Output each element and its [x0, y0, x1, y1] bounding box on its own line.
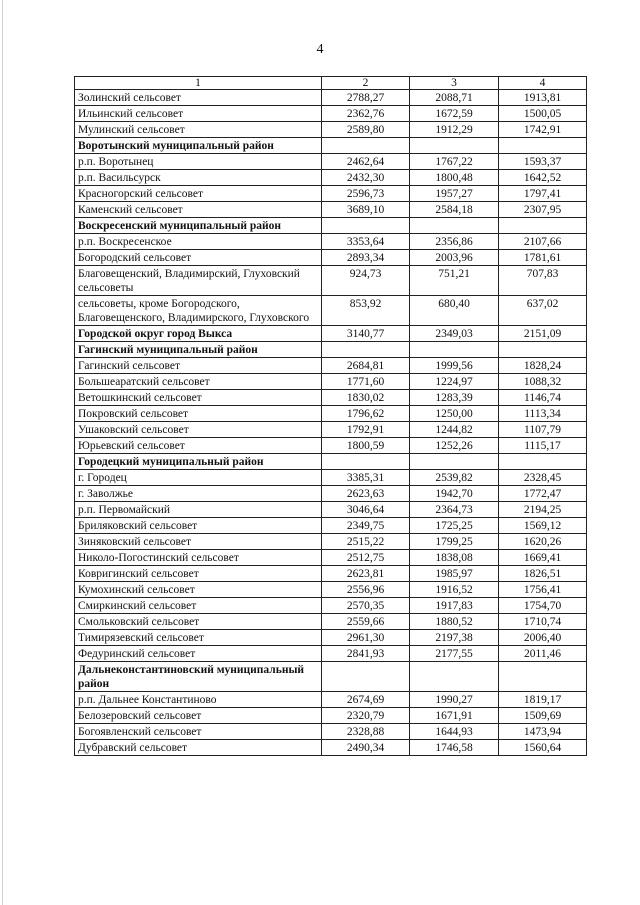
row-value-col2: 2349,75	[322, 518, 410, 534]
row-value-col4: 1826,51	[499, 566, 587, 582]
row-value-col4	[499, 662, 587, 692]
column-header-1: 1	[75, 77, 322, 90]
row-value-col4: 1819,17	[499, 692, 587, 708]
row-value-col2: 1771,60	[322, 374, 410, 390]
row-name-cell: г. Городец	[75, 470, 322, 486]
section-row	[75, 138, 587, 154]
row-value-col2	[322, 662, 410, 692]
row-name-cell: Городецкий муниципальный район	[75, 454, 322, 470]
row-value-col3: 2088,71	[410, 90, 499, 106]
row-value-col3: 1916,52	[410, 582, 499, 598]
row-name-cell: Золинский сельсовет	[75, 90, 322, 106]
row-value-col4: 1500,05	[499, 106, 587, 122]
row-value-col3: 1224,97	[410, 374, 499, 390]
row-value-col4: 1620,26	[499, 534, 587, 550]
row-value-col2: 2961,30	[322, 630, 410, 646]
row-value-col3: 1644,93	[410, 724, 499, 740]
row-value-col4: 1113,34	[499, 406, 587, 422]
row-value-col4: 1742,91	[499, 122, 587, 138]
row-value-col3: 680,40	[410, 296, 499, 326]
table-row	[75, 186, 587, 202]
row-value-col4: 1797,41	[499, 186, 587, 202]
row-value-col4: 1115,17	[499, 438, 587, 454]
row-name-cell: Кумохинский сельсовет	[75, 582, 322, 598]
table-row	[75, 692, 587, 708]
column-header-4: 4	[499, 77, 587, 90]
row-value-col2: 2674,69	[322, 692, 410, 708]
row-value-col3: 1912,29	[410, 122, 499, 138]
scan-edge-line	[2, 0, 3, 905]
table-row	[75, 534, 587, 550]
table-row	[75, 296, 587, 326]
column-header-2: 2	[322, 77, 410, 90]
row-value-col3: 2003,96	[410, 250, 499, 266]
row-name-cell: Федуринский сельсовет	[75, 646, 322, 662]
row-name-cell: р.п. Первомайский	[75, 502, 322, 518]
row-value-col3	[410, 454, 499, 470]
row-value-col2: 2684,81	[322, 358, 410, 374]
table-row	[75, 614, 587, 630]
row-value-col4: 1756,41	[499, 582, 587, 598]
table-row	[75, 358, 587, 374]
row-value-col4: 2328,45	[499, 470, 587, 486]
table-row	[75, 266, 587, 296]
row-name-cell: Смиркинский сельсовет	[75, 598, 322, 614]
row-name-cell: Зиняковский сельсовет	[75, 534, 322, 550]
row-value-col3: 1252,26	[410, 438, 499, 454]
row-value-col3: 1990,27	[410, 692, 499, 708]
row-name-cell: Покровский сельсовет	[75, 406, 322, 422]
table-row	[75, 470, 587, 486]
row-name-cell: Бриляковский сельсовет	[75, 518, 322, 534]
row-name-cell: сельсоветы, кроме Богородского, Благовещенского, Владимирского, Глуховского	[75, 296, 322, 326]
row-value-col2: 1792,91	[322, 422, 410, 438]
row-value-col2: 2841,93	[322, 646, 410, 662]
row-name-cell: Каменский сельсовет	[75, 202, 322, 218]
row-value-col2: 924,73	[322, 266, 410, 296]
row-name-cell: Воротынский муниципальный район	[75, 138, 322, 154]
row-value-col4: 1146,74	[499, 390, 587, 406]
row-value-col4	[499, 454, 587, 470]
row-value-col4: 1088,32	[499, 374, 587, 390]
table-header-row	[75, 77, 587, 90]
row-name-cell: Тимирязевский сельсовет	[75, 630, 322, 646]
row-value-col2: 2596,73	[322, 186, 410, 202]
column-header-3: 3	[410, 77, 499, 90]
row-value-col2	[322, 218, 410, 234]
row-value-col3: 1283,39	[410, 390, 499, 406]
row-name-cell: Белозеровский сельсовет	[75, 708, 322, 724]
row-value-col4: 1593,37	[499, 154, 587, 170]
row-value-col2: 3353,64	[322, 234, 410, 250]
row-value-col2: 853,92	[322, 296, 410, 326]
row-value-col4: 1913,81	[499, 90, 587, 106]
row-value-col3: 1800,48	[410, 170, 499, 186]
row-value-col4: 1669,41	[499, 550, 587, 566]
row-value-col2: 1796,62	[322, 406, 410, 422]
row-value-col3: 1880,52	[410, 614, 499, 630]
row-value-col4: 2307,95	[499, 202, 587, 218]
row-value-col2: 2362,76	[322, 106, 410, 122]
table-row	[75, 422, 587, 438]
table-row	[75, 390, 587, 406]
table-row	[75, 90, 587, 106]
row-value-col3: 2364,73	[410, 502, 499, 518]
row-name-cell: Юрьевский сельсовет	[75, 438, 322, 454]
row-value-col3	[410, 342, 499, 358]
table-row	[75, 374, 587, 390]
table-row	[75, 724, 587, 740]
tariff-table	[74, 76, 587, 756]
row-value-col2: 1830,02	[322, 390, 410, 406]
row-name-cell: Богоявленский сельсовет	[75, 724, 322, 740]
row-value-col2	[322, 342, 410, 358]
row-name-cell: Николо-Погостинский сельсовет	[75, 550, 322, 566]
row-value-col2: 1800,59	[322, 438, 410, 454]
row-value-col3: 1244,82	[410, 422, 499, 438]
table-row	[75, 646, 587, 662]
row-value-col3: 1767,22	[410, 154, 499, 170]
row-name-cell: Богородский сельсовет	[75, 250, 322, 266]
row-value-col4: 1642,52	[499, 170, 587, 186]
row-value-col3: 1838,08	[410, 550, 499, 566]
row-value-col4: 2151,09	[499, 326, 587, 342]
row-value-col2	[322, 138, 410, 154]
row-name-cell: р.п. Воскресенское	[75, 234, 322, 250]
row-value-col2: 2432,30	[322, 170, 410, 186]
row-name-cell: Городской округ город Выкса	[75, 326, 322, 342]
row-value-col3: 1942,70	[410, 486, 499, 502]
row-value-col2: 3689,10	[322, 202, 410, 218]
table-row	[75, 486, 587, 502]
table-row	[75, 550, 587, 566]
table-row	[75, 708, 587, 724]
row-value-col3: 1985,97	[410, 566, 499, 582]
row-value-col4: 1710,74	[499, 614, 587, 630]
row-name-cell: Дальнеконстантиновский муниципальный район	[75, 662, 322, 692]
row-value-col4: 637,02	[499, 296, 587, 326]
row-value-col2: 2623,63	[322, 486, 410, 502]
row-value-col3: 2349,03	[410, 326, 499, 342]
row-value-col3: 1250,00	[410, 406, 499, 422]
row-value-col3	[410, 138, 499, 154]
row-value-col4: 1772,47	[499, 486, 587, 502]
row-value-col3: 2197,38	[410, 630, 499, 646]
table-row	[75, 740, 587, 756]
row-value-col4: 707,83	[499, 266, 587, 296]
row-value-col4	[499, 218, 587, 234]
row-value-col4: 2011,46	[499, 646, 587, 662]
row-name-cell: Большеаратский сельсовет	[75, 374, 322, 390]
row-value-col3	[410, 662, 499, 692]
row-value-col3: 751,21	[410, 266, 499, 296]
row-name-cell: Ковригинский сельсовет	[75, 566, 322, 582]
row-value-col2: 2570,35	[322, 598, 410, 614]
row-name-cell: р.п. Дальнее Константиново	[75, 692, 322, 708]
row-value-col4: 1569,12	[499, 518, 587, 534]
table-row	[75, 250, 587, 266]
row-value-col2	[322, 454, 410, 470]
row-name-cell: Ушаковский сельсовет	[75, 422, 322, 438]
row-value-col2: 2515,22	[322, 534, 410, 550]
table-row	[75, 170, 587, 186]
row-value-col3	[410, 218, 499, 234]
row-value-col3: 2584,18	[410, 202, 499, 218]
row-value-col4: 1560,64	[499, 740, 587, 756]
section-row	[75, 326, 587, 342]
row-value-col3: 1957,27	[410, 186, 499, 202]
row-value-col2: 2328,88	[322, 724, 410, 740]
row-value-col2: 2462,64	[322, 154, 410, 170]
row-name-cell: р.п. Васильсурск	[75, 170, 322, 186]
row-value-col3: 1725,25	[410, 518, 499, 534]
row-name-cell: Красногорский сельсовет	[75, 186, 322, 202]
section-row	[75, 662, 587, 692]
row-value-col2: 3140,77	[322, 326, 410, 342]
row-name-cell: Гагинский муниципальный район	[75, 342, 322, 358]
table-row	[75, 566, 587, 582]
row-name-cell: Ильинский сельсовет	[75, 106, 322, 122]
row-value-col4: 2107,66	[499, 234, 587, 250]
row-name-cell: Благовещенский, Владимирский, Глуховский сельсоветы	[75, 266, 322, 296]
table-row	[75, 630, 587, 646]
row-value-col4: 1781,61	[499, 250, 587, 266]
row-name-cell: г. Заволжье	[75, 486, 322, 502]
row-value-col2: 2623,81	[322, 566, 410, 582]
table-row	[75, 106, 587, 122]
table-row	[75, 518, 587, 534]
row-name-cell: Мулинский сельсовет	[75, 122, 322, 138]
row-name-cell: Смольковский сельсовет	[75, 614, 322, 630]
row-value-col4	[499, 138, 587, 154]
row-value-col2: 2490,34	[322, 740, 410, 756]
row-value-col3: 2539,82	[410, 470, 499, 486]
row-value-col3: 1672,59	[410, 106, 499, 122]
table-row	[75, 582, 587, 598]
row-name-cell: Гагинский сельсовет	[75, 358, 322, 374]
row-value-col4: 1828,24	[499, 358, 587, 374]
row-value-col2: 2320,79	[322, 708, 410, 724]
row-value-col3: 1917,83	[410, 598, 499, 614]
section-row	[75, 218, 587, 234]
row-value-col2: 2512,75	[322, 550, 410, 566]
row-value-col4: 1107,79	[499, 422, 587, 438]
row-value-col3: 1671,91	[410, 708, 499, 724]
row-value-col3: 1999,56	[410, 358, 499, 374]
row-value-col4: 2006,40	[499, 630, 587, 646]
row-value-col2: 2589,80	[322, 122, 410, 138]
row-value-col3: 2177,55	[410, 646, 499, 662]
table-row	[75, 598, 587, 614]
row-name-cell: Воскресенский муниципальный район	[75, 218, 322, 234]
row-value-col2: 2556,96	[322, 582, 410, 598]
section-row	[75, 454, 587, 470]
row-value-col4: 1754,70	[499, 598, 587, 614]
row-value-col4: 1473,94	[499, 724, 587, 740]
row-value-col4: 2194,25	[499, 502, 587, 518]
row-value-col3: 1799,25	[410, 534, 499, 550]
section-row	[75, 342, 587, 358]
table-row	[75, 234, 587, 250]
row-value-col4	[499, 342, 587, 358]
row-name-cell: р.п. Воротынец	[75, 154, 322, 170]
table-row	[75, 122, 587, 138]
table-row	[75, 154, 587, 170]
row-name-cell: Дубравский сельсовет	[75, 740, 322, 756]
row-value-col3: 2356,86	[410, 234, 499, 250]
row-value-col2: 3046,64	[322, 502, 410, 518]
row-value-col4: 1509,69	[499, 708, 587, 724]
table-row	[75, 502, 587, 518]
table-row	[75, 202, 587, 218]
row-value-col2: 2893,34	[322, 250, 410, 266]
row-value-col2: 3385,31	[322, 470, 410, 486]
page-number: 4	[316, 42, 324, 57]
table-row	[75, 406, 587, 422]
row-value-col3: 1746,58	[410, 740, 499, 756]
row-value-col2: 2559,66	[322, 614, 410, 630]
row-name-cell: Ветошкинский сельсовет	[75, 390, 322, 406]
row-value-col2: 2788,27	[322, 90, 410, 106]
table-row	[75, 438, 587, 454]
